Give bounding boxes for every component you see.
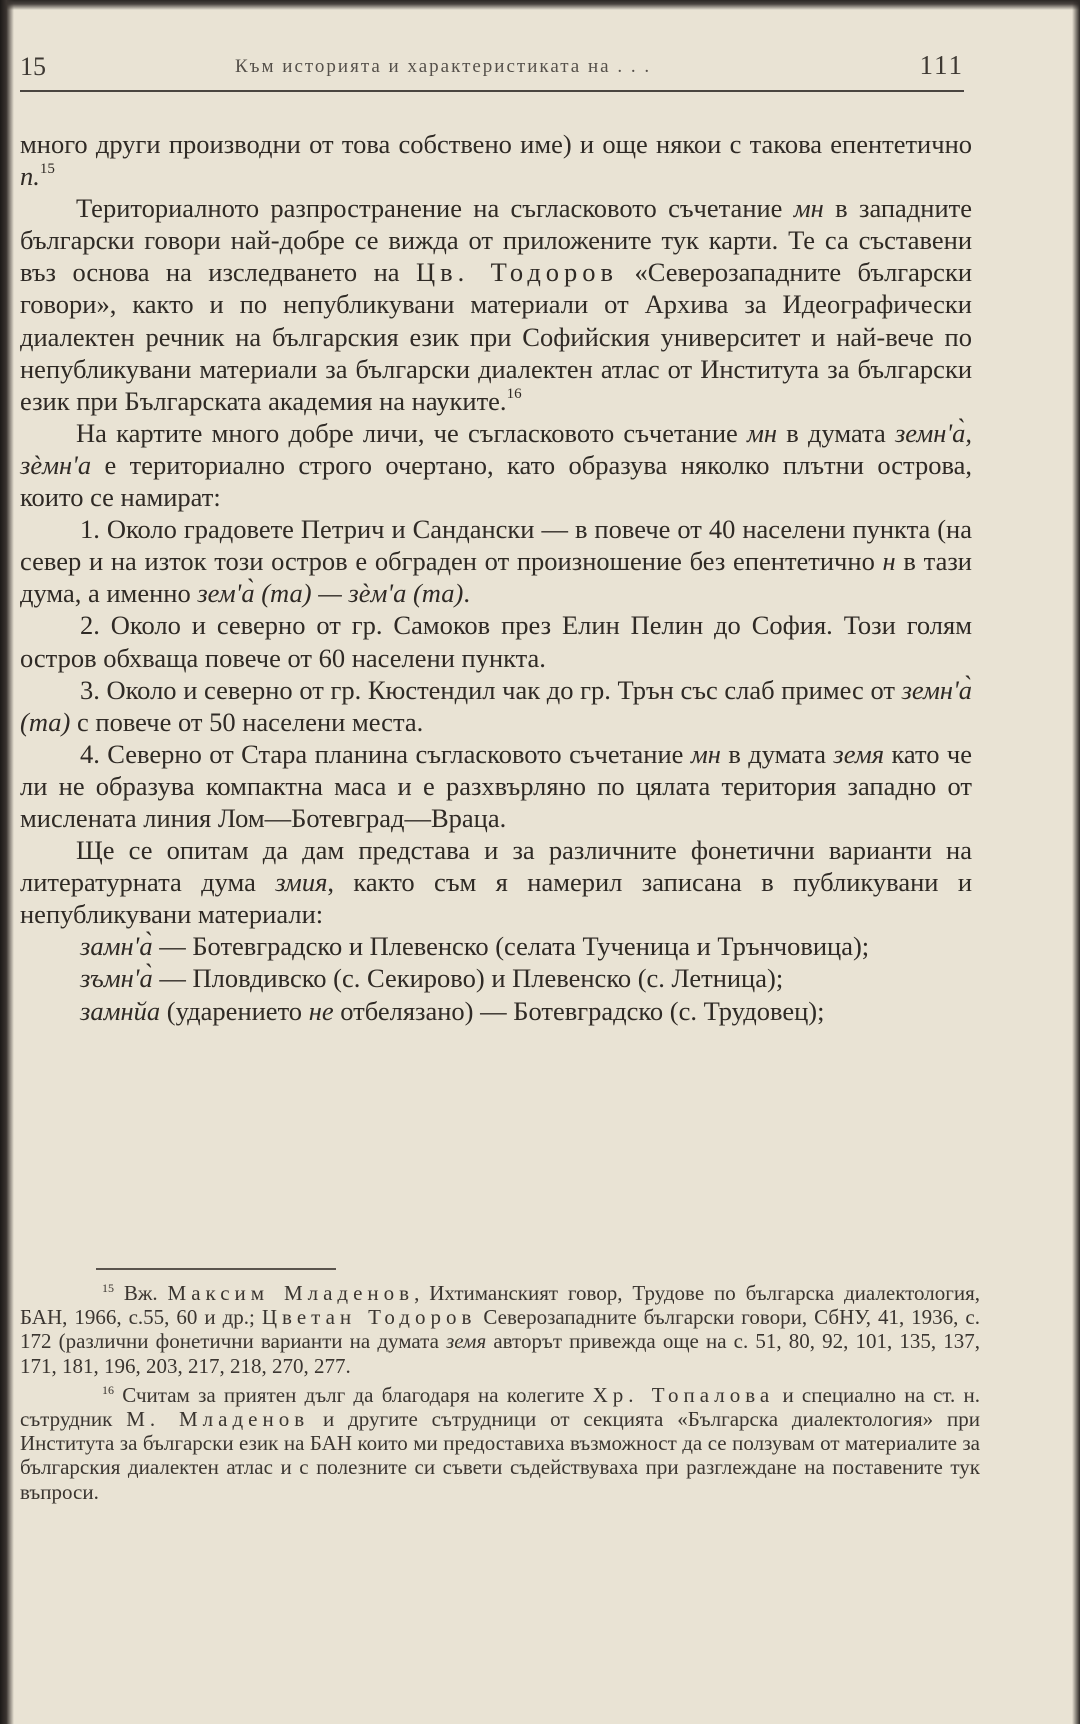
italic-run: мн <box>793 193 824 224</box>
text-run: 2. Около и северно от гр. Самоков през Елин Пелин до София. Този голям остров обхваща повече от 60 населени пункта. <box>20 610 972 673</box>
text-run: — Ботевградско и Плевенско (селата Тученица и Трънчовица); <box>152 931 870 962</box>
book-spine-shadow <box>0 0 14 1724</box>
text-run: (ударението <box>160 995 309 1026</box>
italic-run: не <box>308 995 334 1026</box>
italic-run: зъмн'а̀ <box>80 963 153 994</box>
footnote-ref: 15 <box>39 161 55 178</box>
text-run: е териториално строго очертано, като образува няколко плътни острова, които се намират: <box>20 449 972 513</box>
paragraph-continuation <box>20 128 972 192</box>
text-run: и другите сътрудници от секцията «Българска диалектология» при Института за български език на БАН които ми предоставиха възможност да се ползувам от материалите за българския диалектен атлас и с полезните си съвети съдействуваха при разглеждане на поставените тук въпроси. <box>20 1407 980 1504</box>
text-run: с повече от 50 населени места. <box>70 706 424 737</box>
variant-zamna-2 <box>20 962 972 994</box>
running-title: Към историята и характеристиката на . . . <box>235 56 652 77</box>
list-item-1 <box>20 513 972 609</box>
variant-zamna <box>20 930 972 962</box>
spaced-name: Цв. Тодоров <box>415 257 619 288</box>
footnote-ref: 16 <box>506 385 522 402</box>
text-run: много други производни от това собствено име) и още някои с такова епентетично <box>20 129 972 159</box>
text-run: в думата <box>720 738 834 769</box>
text-run: Териториалното разпространение на съгласковото съчетание <box>76 193 794 224</box>
italic-run: земн'а̀ (та) <box>20 674 972 737</box>
text-run: , Ихтиманският говор, Трудове по българска диалектология, БАН, 1966, с.55, 60 и др.; <box>20 1281 981 1330</box>
text-run: На картите много добре личи, че съгласковото съчетание <box>76 417 747 448</box>
list-item-4 <box>20 738 972 834</box>
italic-run: зем'а̀ (та) — зѐм'а (та) <box>197 578 464 609</box>
italic-run: мн <box>690 738 721 769</box>
text-run: 4. Северно от Стара планина съгласковото съчетание <box>80 738 691 769</box>
italic-run: змия <box>275 867 328 898</box>
footnote-16 <box>20 1378 980 1504</box>
text-run: в тази дума, а именно <box>20 546 972 609</box>
footnote-rule <box>96 1268 336 1270</box>
italic-run: н <box>882 546 896 577</box>
footnote-number: 16 <box>102 1382 114 1397</box>
footnote-15 <box>20 1276 980 1378</box>
italic-run: замнйа <box>80 995 161 1026</box>
body-text <box>20 128 972 1027</box>
text-run: в западните български говори най-добре се вижда от приложените тук карти. Те са съставени въз основа на изследването на <box>20 193 972 288</box>
text-run: 3. Около и северно от гр. Кюстендил чак до гр. Трън със слаб примес от <box>80 674 902 705</box>
text-run: Считам за приятен дълг да благодаря на колегите <box>122 1382 593 1407</box>
list-item-3 <box>20 674 972 738</box>
footnote-number: 15 <box>102 1281 114 1295</box>
spaced-name: Хр. Топалова <box>592 1382 775 1407</box>
text-run: — Пловдивско (с. Секирово) и Плевенско (с. Летница); <box>152 963 784 994</box>
text-run: и специално на ст. н. сътрудник <box>20 1382 980 1432</box>
paragraph-distribution <box>20 192 972 417</box>
paragraph-variants <box>20 834 972 930</box>
text-run: авторът привежда още на с. 51, 80, 92, 101, 135, 137, 171, 181, 196, 203, 217, 218, 270, 277. <box>20 1329 980 1378</box>
text-run: Вж. <box>123 1281 168 1305</box>
footnotes <box>20 1276 980 1504</box>
spaced-name: М. Младенов <box>126 1407 310 1432</box>
text-run: Северозападните български говори, СбНУ, 41, 1936, с. 172 (различни фонетични варианти на думата <box>20 1305 980 1354</box>
paragraph-maps <box>20 417 972 513</box>
spaced-name: Максим Младенов <box>167 1281 415 1305</box>
page-top-shadow <box>0 0 1080 10</box>
text-run: в думата <box>777 417 895 448</box>
text-run: Ще се опитам да дам представа и за различните фонетични варианти на литературната дума <box>20 835 972 898</box>
spaced-name: Цветан Тодоров <box>261 1305 477 1330</box>
page-number: 111 <box>919 50 964 80</box>
italic-run: земя <box>446 1329 487 1354</box>
italic-run: замн'а̀ <box>80 931 153 962</box>
page-right-shadow <box>1072 0 1080 1724</box>
list-item-2 <box>20 609 972 673</box>
text-run: . <box>463 578 470 609</box>
text-run: , както съм я намерил записана в публикувани и непубликувани материали: <box>20 867 973 930</box>
running-head <box>20 48 964 88</box>
italic-run: земн'а̀, зѐмн'а <box>20 417 972 480</box>
variant-zamnya <box>20 995 972 1027</box>
text-run: «Северозападните български говори», както и по непубликувани материали от Архива за Идеографически диалектен речник на българския език при Софийския университет и най-вече по непубликувани материали за български диалектен атлас от Института за български език при Българската академия на науките. <box>20 257 972 416</box>
italic-run: мн <box>747 417 778 448</box>
text-run: като че ли не образува компактна маса и е разхвърляно по цялата територия западно от мислената линия Лом—Ботевград—Враца. <box>20 738 972 833</box>
italic-run: земя <box>833 738 885 769</box>
italic-run: п. <box>20 161 40 192</box>
text-run: 1. Около градовете Петрич и Сандански — в повече от 40 населени пункта (на север и на изток този остров е обграден от произношение без епентетично <box>20 514 972 577</box>
left-page-number: 15 <box>20 52 46 81</box>
header-rule <box>20 90 964 92</box>
text-run: отбелязано) — Ботевградско (с. Трудовец); <box>333 995 825 1026</box>
